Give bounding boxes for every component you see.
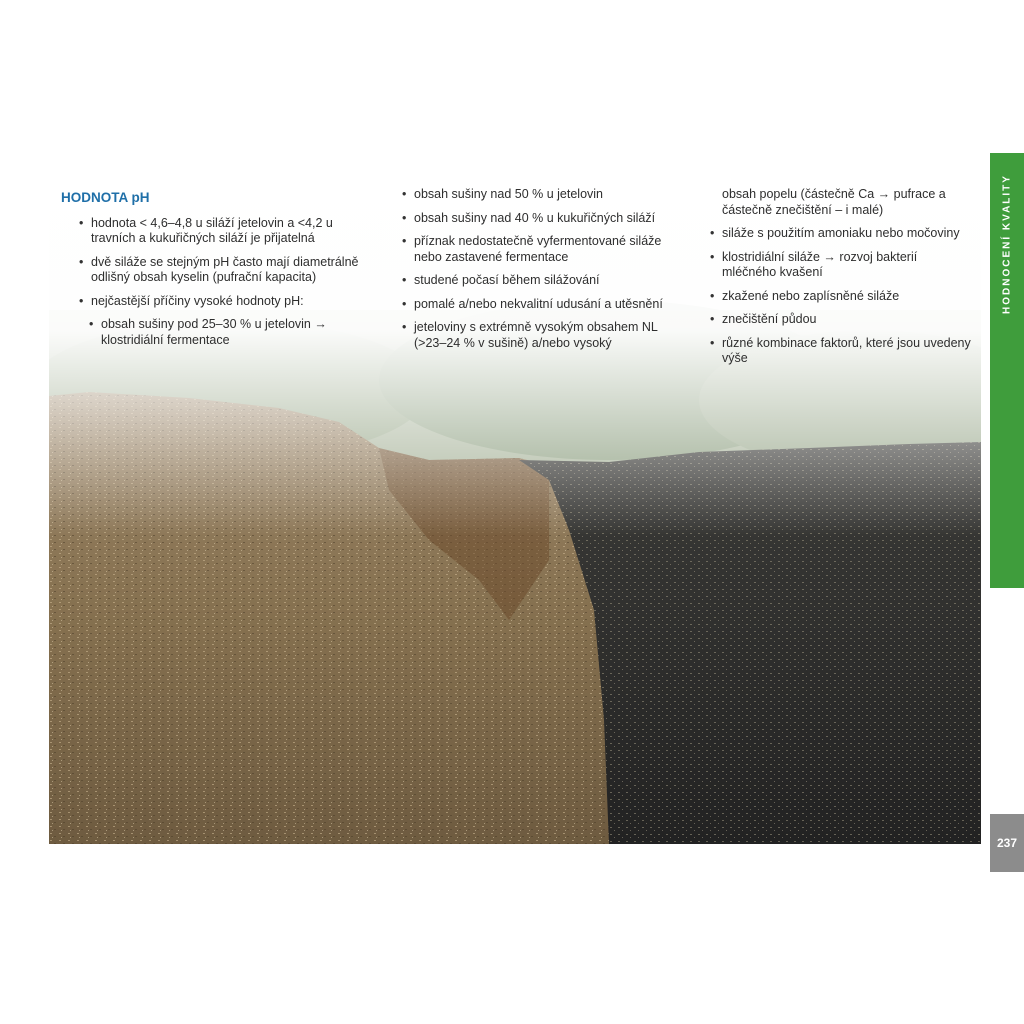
list-item: • obsah sušiny nad 40 % u kukuřičných siláží xyxy=(396,211,666,227)
list-item-continuation: obsah popelu (částečně Ca → pufrace a částečně znečištění – i malé) xyxy=(722,187,946,217)
list-item: • pomalé a/nebo nekvalitní udusání a utěsnění xyxy=(396,297,666,313)
column-3 xyxy=(704,187,974,375)
list-item: • různé kombinace faktorů, které jsou uvedeny výše xyxy=(704,336,974,367)
causes-list-continued xyxy=(704,226,974,367)
section-heading: HODNOTA pH xyxy=(61,190,150,205)
list-item: • hodnota < 4,6–4,8 u siláží jetelovin a <4,2 u travních a kukuřičných siláží je přijatelná xyxy=(61,216,361,247)
list-item: • příznak nedostatečně vyfermentované siláže nebo zastavené fermentace xyxy=(396,234,666,265)
causes-list xyxy=(396,187,666,351)
list-item: • zkažené nebo zaplísněné siláže xyxy=(704,289,974,305)
chapter-tab-label: HODNOCENÍ KVALITY xyxy=(1001,174,1013,314)
column-1 xyxy=(61,187,361,356)
column-2 xyxy=(396,187,666,359)
list-item: • jeteloviny s extrémně vysokým obsahem NL (>23–24 % v sušině) a/nebo vysoký xyxy=(396,320,666,351)
sub-list-item: • obsah sušiny pod 25–30 % u jetelovin → klostridiální fermentace xyxy=(61,317,361,348)
list-item: • siláže s použitím amoniaku nebo močoviny xyxy=(704,226,974,242)
list-item: • klostridiální siláže → rozvoj bakterií mléčného kvašení xyxy=(704,250,974,281)
list-item: • studené počasí během silážování xyxy=(396,273,666,289)
list-item: • nejčastější příčiny vysoké hodnoty pH: xyxy=(61,294,361,310)
ph-list xyxy=(61,216,361,349)
list-item: • znečištění půdou xyxy=(704,312,974,328)
list-item: • dvě siláže se stejným pH často mají diametrálně odlišný obsah kyselin (pufrační kapacita) xyxy=(61,255,361,286)
text-columns xyxy=(49,187,981,387)
list-item: • obsah sušiny nad 50 % u jetelovin xyxy=(396,187,666,203)
page-number: 237 xyxy=(990,814,1024,872)
